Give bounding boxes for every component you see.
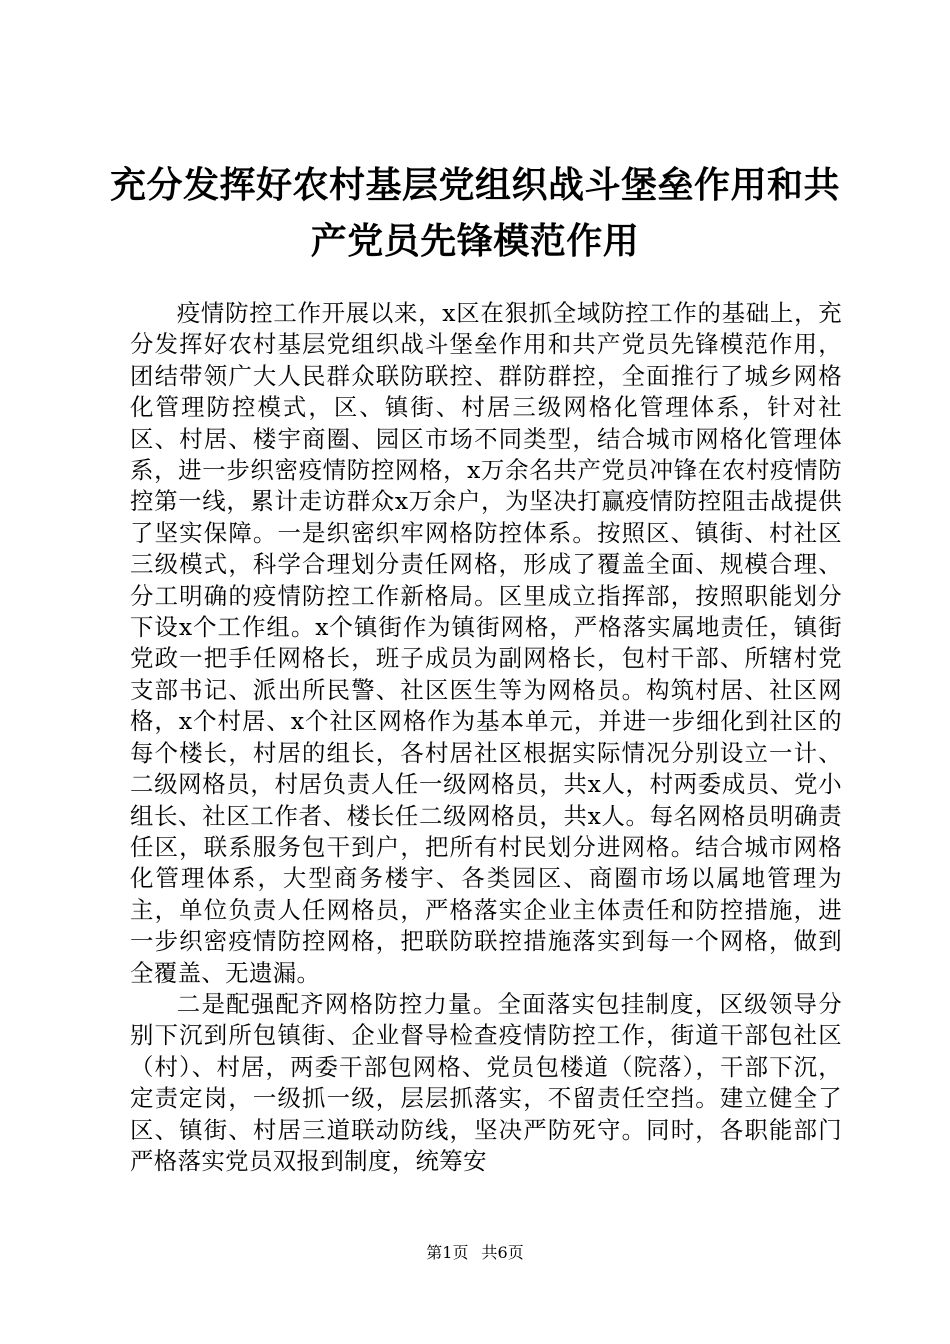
page-number: 第1页 <box>426 1243 469 1262</box>
document-body <box>130 298 842 1177</box>
page-total: 共6页 <box>481 1243 524 1262</box>
page-footer <box>0 1243 950 1263</box>
paragraph-2: 二是配强配齐网格防控力量。全面落实包挂制度，区级领导分别下沉到所包镇街、企业督导检查疫情防控工作，街道干部包社区（村）、村居，两委干部包网格、党员包楼道（院落），干部下沉，定责定岗，一级抓一级，层层抓落实，不留责任空挡。建立健全了区、镇街、村居三道联动防线，坚决严防死守。同时，各职能部门严格落实党员双报到制度，统筹安 <box>130 989 842 1175</box>
paragraph-1: 疫情防控工作开展以来，x区在狠抓全域防控工作的基础上，充分发挥好农村基层党组织战斗堡垒作用和共产党员先锋模范作用，团结带领广大人民群众联防联控、群防群控，全面推行了城乡网格化管理防控模式，区、镇街、村居三级网格化管理体系，针对社区、村居、楼宇商圈、园区市场不同类型，结合城市网格化管理体系，进一步织密疫情防控网格，x万余名共产党员冲锋在农村疫情防控第一线，累计走访群众x万余户，为坚决打赢疫情防控阻击战提供了坚实保障。一是织密织牢网格防控体系。按照区、镇街、村社区三级模式，科学合理划分责任网格，形成了覆盖全面、规模合理、分工明确的疫情防控工作新格局。区里成立指挥部，按照职能划分下设x个工作组。x个镇街作为镇街网格，严格落实属地责任，镇街党政一把手任网格长，班子成员为副网格长，包村干部、所辖村党支部书记、派出所民警、社区医生等为网格员。构筑村居、社区网格，x个村居、x个社区网格作为基本单元，并进一步细化到社区的每个楼长，村居的组长，各村居社区根据实际情况分别设立一计、二级网格员，村居负责人任一级网格员，共x人，村两委成员、党小组长、社区工作者、楼长任二级网格员，共x人。每名网格员明确责任区，联系服务包干到户，把所有村民划分进网格。结合城市网格化管理体系，大型商务楼宇、各类园区、商圈市场以属地管理为主，单位负责人任网格员，严格落实企业主体责任和防控措施，进一步织密疫情防控网格，把联防联控措施落实到每一个网格，做到全覆盖、无遗漏。 <box>130 299 842 987</box>
document-title: 充分发挥好农村基层党组织战斗堡垒作用和共产党员先锋模范作用 <box>110 165 841 262</box>
